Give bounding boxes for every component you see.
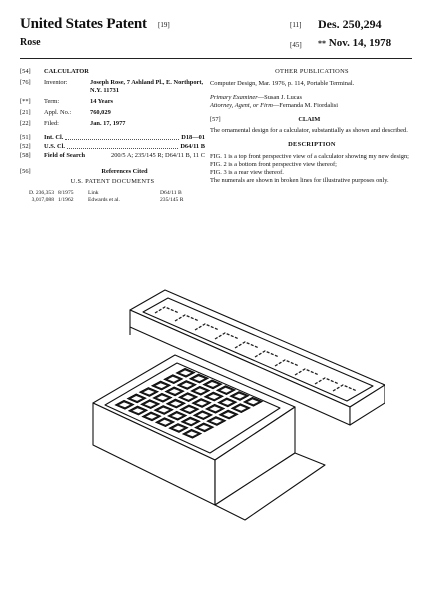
- primary-examiner-label: Primary Examiner: [210, 94, 258, 101]
- field-label: Inventor:: [44, 79, 68, 86]
- field-label: Filed:: [44, 120, 59, 127]
- biblio-inventor: [20, 79, 205, 95]
- field-code: [51]: [20, 134, 31, 141]
- filed-value: Jan. 17, 1977: [90, 120, 126, 127]
- dot-leader: [65, 134, 179, 140]
- claim-heading: CLAIM: [298, 116, 321, 123]
- class-value: D18—01: [181, 134, 205, 141]
- field-label: Appl. No.:: [44, 109, 72, 116]
- references-header: [20, 168, 205, 176]
- inventor-surname: Rose: [20, 37, 41, 48]
- calculator-drawing: [55, 285, 385, 535]
- ref-date: 8/1975: [58, 190, 74, 196]
- description-line: FIG. 3 is a rear view thereof.: [210, 169, 284, 176]
- biblio-term: [20, 98, 205, 106]
- title-code: [19]: [158, 21, 170, 29]
- class-value: D64/11 B: [180, 143, 205, 150]
- reference-row: [20, 190, 205, 197]
- ref-name: Edwards et al.: [88, 197, 120, 203]
- number-code: [11]: [290, 21, 302, 29]
- class-value: 200/5 A; 235/145 R; D64/11 B, 11 C: [111, 152, 205, 159]
- attorney-name: —Fernanda M. Fiordalisi: [272, 102, 339, 109]
- field-code: [76]: [20, 79, 31, 86]
- patent-date: [318, 37, 391, 49]
- term-value: 14 Years: [90, 98, 114, 105]
- header-rule: [20, 58, 412, 59]
- field-code: [56]: [20, 168, 31, 175]
- field-code: [54]: [20, 68, 31, 75]
- ref-class: 235/145 R: [160, 197, 184, 203]
- left-column: [20, 68, 205, 204]
- other-pubs-heading: OTHER PUBLICATIONS: [275, 68, 349, 75]
- field-code: [52]: [20, 143, 31, 150]
- field-code: [**]: [20, 98, 31, 105]
- description-line: FIG. 2 is a bottom front perspective view thereof;: [210, 161, 337, 168]
- references-subheading: U.S. PATENT DOCUMENTS: [70, 178, 155, 185]
- other-pubs-text: Computer Design, Mar. 1976, p. 114, Portable Terminal.: [210, 80, 355, 87]
- references-heading: References Cited: [101, 168, 148, 175]
- description-line: FIG. 1 is a top front perspective view of a calculator showing my new design;: [210, 153, 409, 160]
- inventor-value: Joseph Rose, 7 Ashland Pl., E. Northport, N.Y. 11731: [90, 79, 204, 94]
- claim-text: The ornamental design for a calculator, substantially as shown and described.: [210, 127, 408, 134]
- date-code: [45]: [290, 41, 302, 49]
- field-label: Field of Search: [44, 152, 86, 159]
- patent-title: United States Patent: [20, 16, 147, 32]
- ref-prefix: D.: [28, 190, 35, 196]
- attorney-label: Attorney, Agent, or Firm: [210, 102, 273, 109]
- description-line: The numerals are shown in broken lines for illustrative purposes only.: [210, 177, 389, 184]
- primary-examiner: [210, 94, 414, 102]
- reference-row: [20, 197, 205, 204]
- class-int: [20, 134, 205, 142]
- primary-examiner-name: —Susan J. Lucas: [257, 94, 302, 101]
- patent-number: Des. 250,294: [318, 17, 382, 31]
- ref-date: 1/1962: [58, 197, 74, 203]
- biblio-filed: [20, 120, 205, 128]
- biblio-appl: [20, 109, 205, 117]
- ref-number: 3,017,088: [31, 197, 54, 203]
- biblio-title: [20, 68, 205, 76]
- date-text: Nov. 14, 1978: [328, 37, 392, 49]
- ref-class: D64/11 B: [160, 190, 182, 196]
- ref-number: 236,353: [35, 190, 54, 196]
- ref-name: Link: [88, 190, 99, 196]
- field-label: Term:: [44, 98, 60, 105]
- description-heading: DESCRIPTION: [288, 141, 336, 148]
- dot-leader: [67, 143, 178, 149]
- claim-code: [57]: [210, 116, 221, 123]
- field-code: [21]: [20, 109, 31, 116]
- field-label: Int. Cl.: [44, 134, 64, 141]
- class-search: [20, 152, 205, 160]
- invention-title: CALCULATOR: [44, 68, 89, 75]
- field-label: U.S. Cl.: [44, 143, 65, 150]
- class-us: [20, 143, 205, 151]
- field-code: [58]: [20, 152, 31, 159]
- appl-value: 760,029: [90, 109, 111, 116]
- right-column: [210, 68, 414, 185]
- field-code: [22]: [20, 120, 31, 127]
- attorney: [210, 102, 414, 110]
- date-marks: **: [318, 39, 326, 48]
- claim-header: [210, 116, 414, 124]
